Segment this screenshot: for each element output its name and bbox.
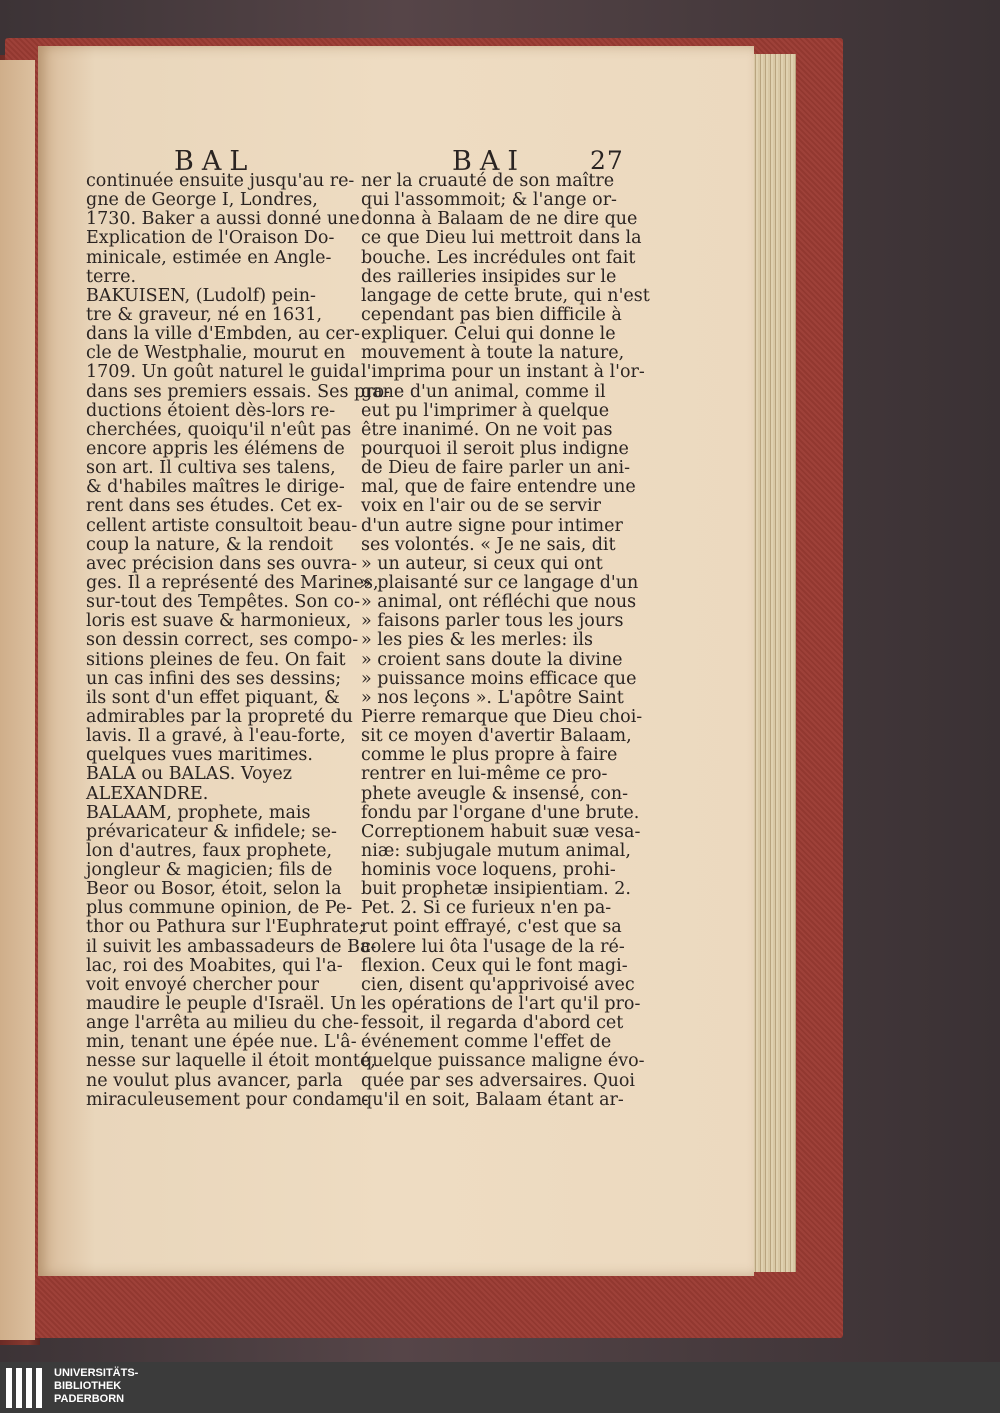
text-line: » les pies & les merles: ils — [361, 630, 593, 651]
text-line: miraculeusement pour condam- — [86, 1089, 369, 1110]
text-line: expliquer. Celui qui donne le — [361, 324, 616, 345]
text-line: » nos leçons ». L'apôtre Saint — [361, 687, 624, 708]
text-line: lavis. Il a gravé, à l'eau-forte, — [86, 726, 346, 747]
text-line: cle de Westphalie, mourut en — [86, 343, 346, 364]
text-line: eut pu l'imprimer à quelque — [361, 400, 610, 421]
text-line: coup la nature, & la rendoit — [86, 534, 333, 555]
text-line: buit prophetæ insipientiam. 2. — [361, 879, 631, 900]
text-line: d'un autre signe pour intimer — [361, 515, 623, 536]
text-line: Pet. 2. Si ce furieux n'en pa- — [361, 898, 612, 919]
text-line: gne de George I, Londres, — [86, 190, 318, 211]
text-line: rentrer en lui-même ce pro- — [361, 764, 608, 785]
text-line: cien, disent qu'apprivoisé avec — [361, 974, 635, 995]
text-line: Pierre remarque que Dieu choi- — [361, 706, 643, 727]
text-line: pourquoi il seroit plus indigne — [361, 438, 629, 459]
page-number: 27 — [590, 146, 624, 175]
text-line: ils sont d'un effet piquant, & — [86, 687, 340, 708]
text-line: dans ses premiers essais. Ses pro- — [86, 381, 391, 402]
text-line: ALEXANDRE. — [86, 783, 209, 804]
text-line: Correptionem habuit suæ vesa- — [361, 821, 641, 842]
page-edges — [748, 54, 796, 1272]
text-line: plus commune opinion, de Pe- — [86, 898, 353, 919]
text-line: continuée ensuite jusqu'au re- — [86, 171, 355, 191]
left-page-sliver — [0, 60, 35, 1340]
text-line: avec précision dans ses ouvra- — [86, 553, 358, 574]
text-line: fessoit, il regarda d'abord cet — [361, 1013, 624, 1034]
text-line: gane d'un animal, comme il — [361, 381, 606, 402]
text-column-right — [361, 171, 650, 1110]
text-line: 1730. Baker a aussi donné une — [86, 209, 360, 230]
text-line: » croient sans doute la divine — [361, 649, 623, 670]
text-line: quelque puissance maligne évo- — [361, 1051, 645, 1072]
text-line: » puissance moins efficace que — [361, 668, 637, 689]
text-line: un cas infini des ses dessins; — [86, 668, 342, 689]
text-line: jongleur & magicien; fils de — [86, 860, 333, 881]
text-line: 1709. Un goût naturel le guida — [86, 362, 360, 383]
text-line: sit ce moyen d'avertir Balaam, — [361, 726, 632, 747]
text-line: loris est suave & harmonieux, — [86, 611, 352, 632]
text-line: quée par ses adversaires. Quoi — [361, 1070, 636, 1091]
library-name-line: PADERBORN — [54, 1393, 125, 1405]
text-line: rut point effrayé, c'est que sa — [361, 917, 622, 938]
text-line: son dessin correct, ses compo- — [86, 630, 359, 651]
text-line: événement comme l'effet de — [361, 1032, 612, 1053]
text-column-left — [86, 171, 391, 1110]
text-line: sitions pleines de feu. On fait — [86, 649, 346, 670]
text-line: » animal, ont réfléchi que nous — [361, 592, 637, 613]
text-line: hominis voce loquens, prohi- — [361, 860, 616, 881]
text-line: qui l'assommoit; & l'ange or- — [361, 190, 617, 211]
text-line: ce que Dieu lui mettroit dans la — [361, 228, 642, 249]
text-line: flexion. Ceux qui le font magi- — [361, 955, 628, 976]
text-line: » un auteur, si ceux qui ont — [361, 553, 603, 574]
text-line: ses volontés. « Je ne sais, dit — [361, 534, 616, 555]
text-line: BAKUISEN, (Ludolf) pein- — [86, 285, 316, 306]
text-line: comme le plus propre à faire — [361, 745, 618, 766]
text-line: BALA ou BALAS. Voyez — [86, 764, 292, 785]
text-line: langage de cette brute, qui n'est — [361, 285, 650, 306]
text-line: l'imprima pour un instant à l'or- — [361, 362, 645, 383]
text-line: dans la ville d'Embden, au cer- — [86, 324, 360, 345]
text-line: donna à Balaam de ne dire que — [361, 209, 638, 230]
text-line: & d'habiles maîtres le dirige- — [86, 477, 345, 498]
text-line: prévaricateur & infidele; se- — [86, 821, 337, 842]
text-line: ges. Il a représenté des Marines, — [86, 572, 379, 593]
text-line: Explication de l'Oraison Do- — [86, 228, 335, 249]
text-line: min, tenant une épée nue. L'â- — [86, 1032, 357, 1053]
text-line: phete aveugle & insensé, con- — [361, 783, 629, 804]
text-line: ductions étoient dès-lors re- — [86, 400, 336, 421]
text-line: fondu par l'organe d'une brute. — [361, 802, 640, 823]
library-name — [54, 1367, 138, 1406]
text-line: niæ: subjugale mutum animal, — [361, 840, 631, 861]
text-line: nesse sur laquelle il étoit monté, — [86, 1051, 376, 1072]
text-line: tre & graveur, né en 1631, — [86, 304, 323, 325]
text-line: mouvement à toute la nature, — [361, 343, 625, 364]
text-line: les opérations de l'art qu'il pro- — [361, 994, 641, 1015]
text-line: mal, que de faire entendre une — [361, 477, 636, 498]
text-line: voit envoyé chercher pour — [86, 974, 319, 995]
text-line: encore appris les élémens de — [86, 438, 345, 459]
text-line: maudire le peuple d'Israël. Un — [86, 994, 357, 1015]
text-line: minicale, estimée en Angle- — [86, 247, 332, 268]
text-line: qu'il en soit, Balaam étant ar- — [361, 1089, 624, 1110]
text-line: terre. — [86, 266, 137, 287]
text-line: de Dieu de faire parler un ani- — [361, 458, 631, 479]
running-head-left: BAL — [174, 146, 256, 177]
text-line: lon d'autres, faux prophete, — [86, 840, 333, 861]
text-line: sur-tout des Tempêtes. Son co- — [86, 592, 360, 613]
text-line: Beor ou Bosor, étoit, selon la — [86, 879, 342, 900]
text-line: colere lui ôta l'usage de la ré- — [361, 936, 625, 957]
text-line: ange l'arrêta au milieu du che- — [86, 1013, 360, 1034]
text-line: cherchées, quoiqu'il n'eût pas — [86, 419, 352, 440]
text-line: admirables par la propreté du — [86, 706, 353, 727]
running-head-right: BAI — [452, 146, 527, 177]
library-name-line: UNIVERSITÄTS- — [54, 1367, 139, 1379]
text-line: cellent artiste consultoit beau- — [86, 515, 358, 536]
text-line: quelques vues maritimes. — [86, 745, 313, 766]
text-line: être inanimé. On ne voit pas — [361, 419, 613, 440]
text-line: bouche. Les incrédules ont fait — [361, 247, 636, 268]
text-line: voix en l'air ou de se servir — [361, 496, 601, 517]
library-footer — [0, 1362, 1000, 1413]
library-logo-icon — [4, 1366, 44, 1410]
text-line: ne voulut plus avancer, parla — [86, 1070, 343, 1091]
text-line: ner la cruauté de son maître — [361, 171, 615, 191]
text-line: son art. Il cultiva ses talens, — [86, 458, 336, 479]
text-line: des railleries insipides sur le — [361, 266, 617, 287]
text-line: cependant pas bien difficile à — [361, 304, 622, 325]
text-line: lac, roi des Moabites, qui l'a- — [86, 955, 343, 976]
text-line: » faisons parler tous les jours — [361, 611, 624, 632]
text-line: BALAAM, prophete, mais — [86, 802, 311, 823]
text-line: il suivit les ambassadeurs de Ba- — [86, 936, 377, 957]
text-line: » plaisanté sur ce langage d'un — [361, 572, 639, 593]
library-name-line: BIBLIOTHEK — [54, 1380, 122, 1392]
text-line: thor ou Pathura sur l'Euphrate; — [86, 917, 365, 938]
text-line: rent dans ses études. Cet ex- — [86, 496, 343, 517]
